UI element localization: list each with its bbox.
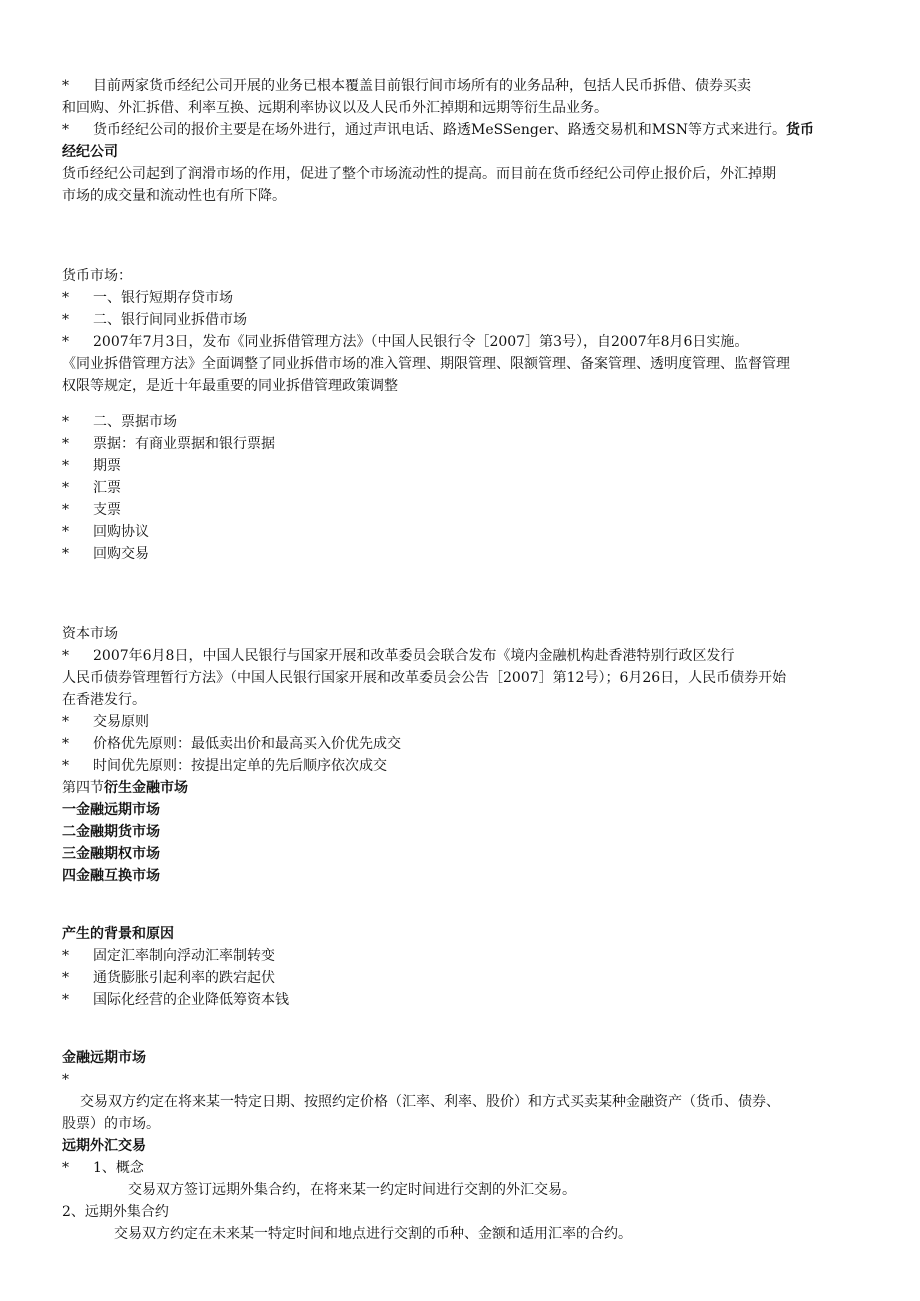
list-item-text: 固定汇率制向浮动汇率制转变 — [93, 948, 275, 964]
list-item — [62, 543, 862, 565]
paragraph-line: 《同业拆借管理方法》全面调整了同业拆借市场的准入管理、期限管理、限额管理、备案管理、透明度管理、监督管理 — [62, 356, 790, 372]
bullet-mark: * — [62, 524, 69, 540]
paragraph-line: 市场的成交量和流动性也有所下降。 — [62, 188, 286, 204]
section-heading: 金融远期市场 — [62, 1050, 146, 1066]
list-item-text: 国际化经营的企业降低筹资本钱 — [93, 992, 289, 1008]
subheading: 一金融远期市场 — [62, 802, 160, 818]
bullet-mark: * — [62, 122, 69, 138]
subheading: 二金融期货市场 — [62, 824, 160, 840]
bullet-mark: * — [62, 334, 69, 350]
bullet-mark: * — [62, 1072, 69, 1088]
paragraph-line: 股票）的市场。 — [62, 1116, 160, 1132]
paragraph-line: 权限等规定，是近十年最重要的同业拆借管理政策调整 — [62, 378, 398, 394]
subheading: 三金融期权市场 — [62, 846, 160, 862]
bullet-mark: * — [62, 648, 69, 664]
bullet-mark: * — [62, 992, 69, 1008]
list-item-continuation: 和回购、外汇拆借、利率互换、远期利率协议以及人民币外汇掉期和远期等衍生品业务。 — [62, 100, 608, 116]
bullet-mark: * — [62, 78, 69, 94]
subheading: 四金融互换市场 — [62, 868, 160, 884]
list-item — [62, 1069, 862, 1091]
bullet-mark: * — [62, 436, 69, 452]
list-item-text: 2007年7月3日，发布《同业拆借管理方法》（中国人民银行令［2007］第3号），自2007年8月6日实施。 — [93, 334, 749, 350]
list-item-text: 货币经纪公司的报价主要是在场外进行，通过声讯电话、路透MeSSenger、路透交易机和MSN等方式来进行。 — [93, 122, 786, 138]
bullet-mark: * — [62, 480, 69, 496]
bullet-mark: * — [62, 502, 69, 518]
list-item — [62, 433, 862, 455]
section-heading: 远期外汇交易 — [62, 1138, 146, 1154]
section-heading: 产生的背景和原因 — [62, 926, 174, 942]
bullet-mark: * — [62, 970, 69, 986]
bullet-mark: * — [62, 736, 69, 752]
list-item-text: 票据：有商业票据和银行票据 — [93, 436, 275, 452]
bullet-mark: * — [62, 758, 69, 774]
bullet-mark: * — [62, 414, 69, 430]
bold-heading-fragment: 经纪公司 — [62, 144, 118, 160]
list-item — [62, 521, 862, 543]
list-item-text: 二、银行间同业拆借市场 — [93, 312, 247, 328]
paragraph-line: 交易双方约定在未来某一特定时间和地点进行交割的币种、金额和适用汇率的合约。 — [114, 1226, 632, 1242]
list-item — [62, 119, 862, 141]
list-item-text: 一、银行短期存贷市场 — [93, 290, 233, 306]
list-item — [62, 455, 862, 477]
list-item-text: 汇票 — [93, 480, 121, 496]
bullet-mark: * — [62, 312, 69, 328]
list-item — [62, 711, 862, 733]
list-item — [62, 499, 862, 521]
list-item-text: 交易原则 — [93, 714, 149, 730]
bullet-mark: * — [62, 1160, 69, 1176]
list-item — [62, 645, 862, 667]
list-item-text: 期票 — [93, 458, 121, 474]
bullet-mark: * — [62, 458, 69, 474]
list-item-text: 回购协议 — [93, 524, 149, 540]
list-item-text: 目前两家货币经纪公司开展的业务已根本覆盖目前银行间市场所有的业务品种，包括人民币拆借、债券买卖 — [93, 78, 751, 94]
list-item-text: 时间优先原则：按提出定单的先后顺序依次成交 — [93, 758, 387, 774]
list-item — [62, 411, 862, 433]
bold-heading-fragment: 货币 — [785, 122, 814, 138]
bullet-mark: * — [62, 546, 69, 562]
list-item-continuation: 人民币债券管理暂行方法》（中国人民银行国家开展和改革委员会公告［2007］第12号）；6月26日，人民币债券开始 — [62, 670, 787, 686]
list-item — [62, 733, 862, 755]
list-item-text: 通货膨胀引起利率的跌宕起伏 — [93, 970, 275, 986]
list-item — [62, 967, 862, 989]
list-item-text: 回购交易 — [93, 546, 149, 562]
list-item — [62, 945, 862, 967]
list-item — [62, 287, 862, 309]
list-item-text: 2007年6月8日，中国人民银行与国家开展和改革委员会联合发布《境内金融机构赴香港特别行政区发行 — [93, 648, 735, 664]
chapter-heading — [62, 777, 862, 799]
section-heading: 货币市场： — [62, 268, 132, 284]
section-heading: 资本市场 — [62, 626, 118, 642]
bullet-mark: * — [62, 948, 69, 964]
bullet-mark: * — [62, 714, 69, 730]
list-item-continuation: 在香港发行。 — [62, 692, 146, 708]
list-item-text: 支票 — [93, 502, 121, 518]
document-body — [62, 75, 862, 1245]
list-item — [62, 331, 862, 353]
numbered-label: 2、远期外集合约 — [62, 1204, 169, 1220]
bullet-mark: * — [62, 290, 69, 306]
list-item-text: 二、票据市场 — [93, 414, 177, 430]
list-item — [62, 1157, 862, 1179]
paragraph-line: 货币经纪公司起到了润滑市场的作用，促进了整个市场流动性的提高。而目前在货币经纪公司停止报价后，外汇掉期 — [62, 166, 776, 182]
chapter-heading-title: 衍生金融市场 — [104, 780, 188, 796]
list-item — [62, 989, 862, 1011]
paragraph-line: 交易双方签订远期外集合约，在将来某一约定时间进行交割的外汇交易。 — [128, 1182, 576, 1198]
chapter-heading-prefix: 第四节 — [62, 780, 104, 796]
list-item — [62, 477, 862, 499]
list-item — [62, 309, 862, 331]
paragraph-line: 交易双方约定在将来某一特定日期、按照约定价格（汇率、利率、股价）和方式买卖某种金融资产（货币、债券、 — [80, 1094, 780, 1110]
list-item — [62, 75, 862, 97]
list-item — [62, 755, 862, 777]
list-item-text: 1、概念 — [93, 1160, 144, 1176]
list-item-text: 价格优先原则：最低卖出价和最高买入价优先成交 — [93, 736, 401, 752]
